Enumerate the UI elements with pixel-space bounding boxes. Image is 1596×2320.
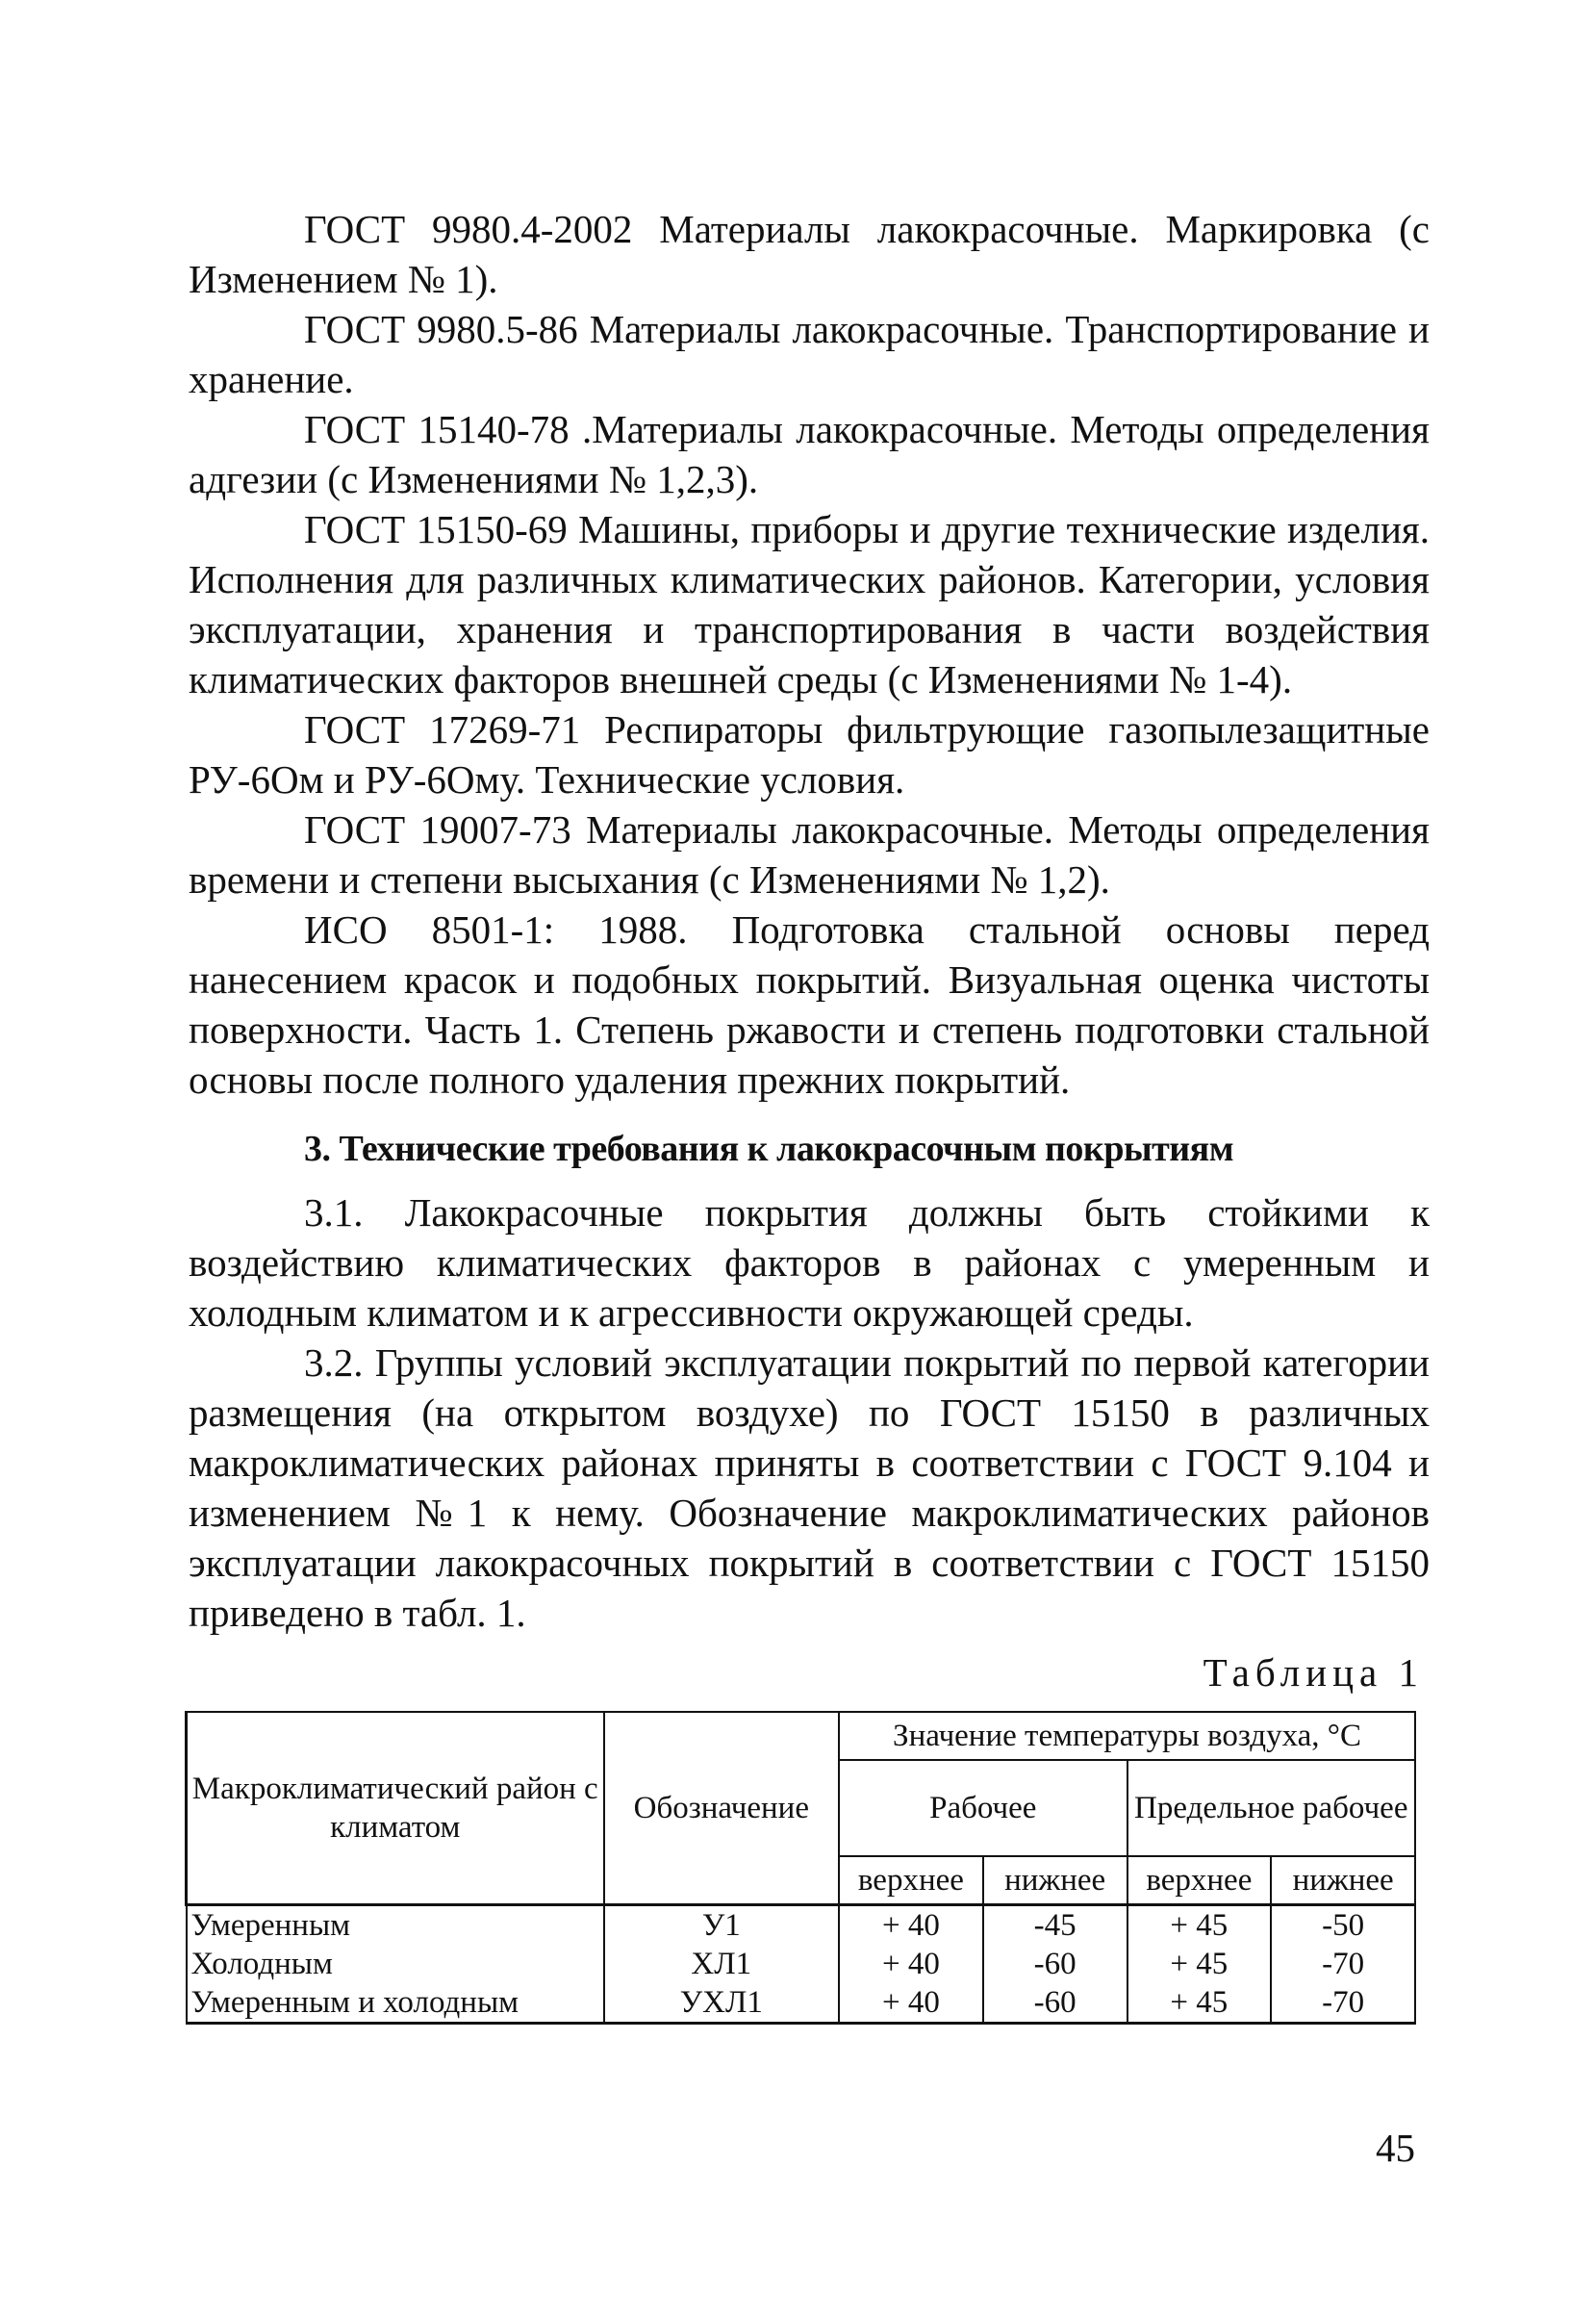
reference-paragraph: ГОСТ 15150-69 Машины, приборы и другие технические изделия. Исполнения для различных климатических районов. Категории, условия эксплуатации, хранения и транспортирования в части воздействия климатических факторов внешней среды (с Изменениями № 1-4). [189,507,1430,701]
cell-working-upper: + 40 [839,1983,983,2024]
section-heading: 3. Технические требования к лакокрасочным покрытиям [304,1129,1234,1169]
cell-limit-lower: -70 [1271,1983,1415,2024]
cell-limit-upper: + 45 [1127,1905,1272,1946]
reference-paragraph: ГОСТ 17269-71 Респираторы фильтрующие газопылезащитные РУ-6Ом и РУ-6Ому. Технические условия. [189,707,1430,802]
table-title: Таблица 1 [1203,1650,1424,1695]
cell-designation: УХЛ1 [604,1983,840,2024]
header-upper: верхнее [1127,1856,1272,1905]
page-number: 45 [1376,2126,1415,2170]
reference-paragraph: ГОСТ 9980.4-2002 Материалы лакокрасочные. Маркировка (с Изменением № 1). [189,207,1430,301]
cell-working-lower: -60 [983,1983,1127,2024]
cell-limit-lower: -50 [1271,1905,1415,1946]
header-working: Рабочее [839,1760,1127,1856]
header-lower: нижнее [983,1856,1127,1905]
reference-paragraph: ИСО 8501-1: 1988. Подготовка стальной основы перед нанесением красок и подобных покрытий. Визуальная оценка чистоты поверхности. Часть 1. Степень ржавости и степень подготовки стальной основы после полного удаления прежних покрытий. [189,907,1430,1102]
cell-working-lower: -60 [983,1945,1127,1983]
reference-paragraph: ГОСТ 19007-73 Материалы лакокрасочные. Методы определения времени и степени высыхания (с Изменениями № 1,2). [189,807,1430,902]
table-row [187,1983,1416,2024]
cell-designation: У1 [604,1905,840,1946]
table-row [187,1905,1416,1946]
cell-limit-upper: + 45 [1127,1945,1272,1983]
header-designation: Обозначение [604,1712,840,1905]
cell-designation: ХЛ1 [604,1945,840,1983]
header-limit: Предельное рабочее [1127,1760,1416,1856]
cell-working-lower: -45 [983,1905,1127,1946]
header-lower: нижнее [1271,1856,1415,1905]
section-paragraph: 3.1. Лакокрасочные покрытия должны быть стойкими к воздействию климатических факторов в районах с умеренным и холодным климатом и к агрессивности окружающей среды. [189,1190,1430,1335]
section-paragraph: 3.2. Группы условий эксплуатации покрытий по первой категории размещения (на открытом воздухе) по ГОСТ 15150 в различных макроклиматических районах приняты в соответствии с ГОСТ 9.104 и изменением №1 к нему. Обозначение макроклиматических районов эксплуатации лакокрасочных покрытий в соответствии с ГОСТ 15150 приведено в табл. 1. [189,1340,1430,1635]
climate-table [185,1711,1416,2025]
cell-working-upper: + 40 [839,1945,983,1983]
page-content [189,204,1430,2025]
cell-region: Холодным [187,1945,604,1983]
cell-limit-upper: + 45 [1127,1983,1272,2024]
cell-region: Умеренным [187,1905,604,1946]
header-region: Макроклиматический район с климатом [187,1712,604,1905]
cell-limit-lower: -70 [1271,1945,1415,1983]
reference-paragraph: ГОСТ 9980.5-86 Материалы лакокрасочные. Транспортирование и хранение. [189,307,1430,401]
header-temperature: Значение температуры воздуха, °С [839,1712,1415,1760]
cell-working-upper: + 40 [839,1905,983,1946]
cell-region: Умеренным и холодным [187,1983,604,2024]
table-row [187,1945,1416,1983]
header-upper: верхнее [839,1856,983,1905]
reference-paragraph: ГОСТ 15140-78 .Материалы лакокрасочные. Методы определения адгезии (с Изменениями № 1,2,3). [189,407,1430,501]
